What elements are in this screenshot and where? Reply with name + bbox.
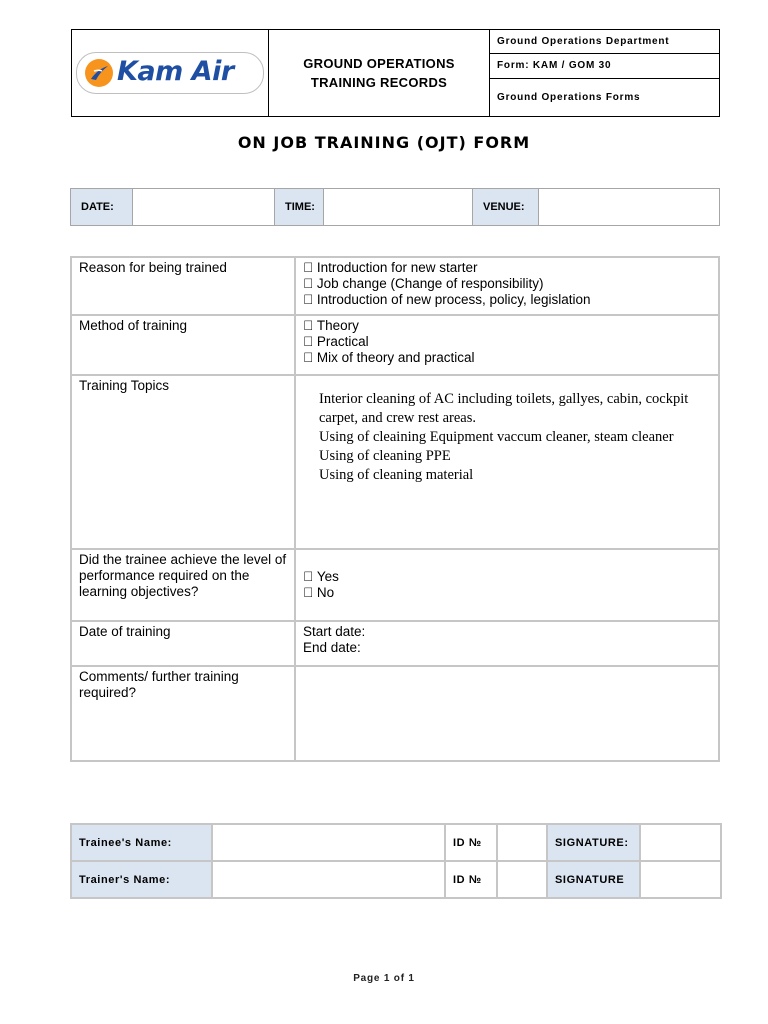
logo-cell — [72, 30, 269, 117]
checkbox-option[interactable] — [303, 260, 711, 276]
option-label: No — [303, 585, 321, 600]
checkbox-icon[interactable] — [303, 585, 313, 600]
comments-label: Comments/ further training required? — [71, 666, 295, 761]
method-options — [295, 315, 719, 375]
trainee-name-label: Trainee's Name: — [71, 824, 212, 861]
checkbox-icon[interactable] — [303, 318, 313, 333]
trainee-id-field[interactable] — [497, 824, 547, 861]
kam-air-logo — [76, 52, 264, 94]
trainer-signature-field[interactable] — [640, 861, 721, 898]
checkbox-option[interactable] — [303, 350, 711, 366]
option-label: Introduction for new starter — [303, 260, 464, 275]
reason-options — [295, 257, 719, 315]
checkbox-icon[interactable] — [303, 276, 313, 291]
option-label: Introduction of new process, policy, legislation — [303, 292, 577, 307]
option-label: Yes — [303, 569, 326, 584]
checkbox-option[interactable] — [303, 585, 711, 601]
option-label: Practical — [303, 334, 355, 349]
time-label: TIME: — [275, 189, 324, 226]
checkbox-option[interactable] — [303, 292, 711, 308]
reason-label: Reason for being trained — [71, 257, 295, 315]
date-label: DATE: — [71, 189, 133, 226]
start-date-label: Start date: — [303, 624, 366, 639]
logo-text: Kam Air — [117, 56, 234, 87]
checkbox-icon[interactable] — [303, 569, 313, 584]
checkbox-option[interactable] — [303, 276, 711, 292]
comments-field[interactable] — [295, 666, 719, 761]
topic-line: Using of cleaning PPE — [319, 448, 451, 464]
trainee-name-field[interactable] — [212, 824, 445, 861]
trainer-name-label: Trainer's Name: — [71, 861, 212, 898]
header-title-line2: TRAINING RECORDS — [310, 75, 448, 90]
page-number: Page 1 of 1 — [353, 973, 415, 984]
topic-line: Interior cleaning of AC including toilets, gallyes, cabin, cockpit — [319, 391, 689, 407]
trainer-id-label: ID № — [445, 861, 497, 898]
checkbox-icon[interactable] — [303, 334, 313, 349]
header-title-line1: GROUND OPERATIONS — [303, 56, 455, 71]
signature-table — [70, 823, 722, 899]
topic-line: carpet, and crew rest areas. — [319, 410, 476, 426]
checkbox-option[interactable] — [303, 318, 711, 334]
option-label: Theory — [303, 318, 346, 333]
date-field[interactable] — [133, 189, 275, 226]
achieve-options — [295, 549, 719, 621]
checkbox-icon[interactable] — [303, 292, 313, 307]
bird-icon — [85, 59, 113, 87]
trainer-signature-label: SIGNATURE — [547, 861, 640, 898]
department-label: Ground Operations Department — [490, 30, 720, 54]
topics-field[interactable] — [295, 375, 719, 549]
forms-label: Ground Operations Forms — [490, 78, 720, 116]
end-date-label: End date: — [303, 640, 361, 655]
trainer-id-field[interactable] — [497, 861, 547, 898]
topic-line: Using of cleaning material — [319, 467, 474, 483]
method-label: Method of training — [71, 315, 295, 375]
date-of-training-field[interactable] — [295, 621, 719, 666]
trainee-signature-field[interactable] — [640, 824, 721, 861]
checkbox-icon[interactable] — [303, 350, 313, 365]
achieve-label: Did the trainee achieve the level of performance required on the learning objectives? — [71, 549, 295, 621]
header-table — [71, 29, 720, 117]
checkbox-icon[interactable] — [303, 260, 313, 275]
trainee-id-label: ID № — [445, 824, 497, 861]
date-time-venue-table — [70, 188, 720, 226]
topic-line: Using of cleaining Equipment vaccum cleaner, steam cleaner — [319, 429, 674, 445]
date-of-training-label: Date of training — [71, 621, 295, 666]
training-form-table — [70, 256, 720, 762]
option-label: Job change (Change of responsibility) — [303, 276, 530, 291]
option-label: Mix of theory and practical — [303, 350, 461, 365]
venue-field[interactable] — [539, 189, 720, 226]
checkbox-option[interactable] — [303, 334, 711, 350]
checkbox-option[interactable] — [303, 569, 711, 585]
time-field[interactable] — [324, 189, 473, 226]
form-number: Form: KAM / GOM 30 — [490, 54, 720, 78]
header-title — [269, 30, 490, 117]
topics-text — [303, 378, 711, 485]
venue-label: VENUE: — [473, 189, 539, 226]
form-title: ON JOB TRAINING (OJT) FORM — [237, 133, 531, 152]
trainer-name-field[interactable] — [212, 861, 445, 898]
trainee-signature-label: SIGNATURE: — [547, 824, 640, 861]
topics-label: Training Topics — [71, 375, 295, 549]
